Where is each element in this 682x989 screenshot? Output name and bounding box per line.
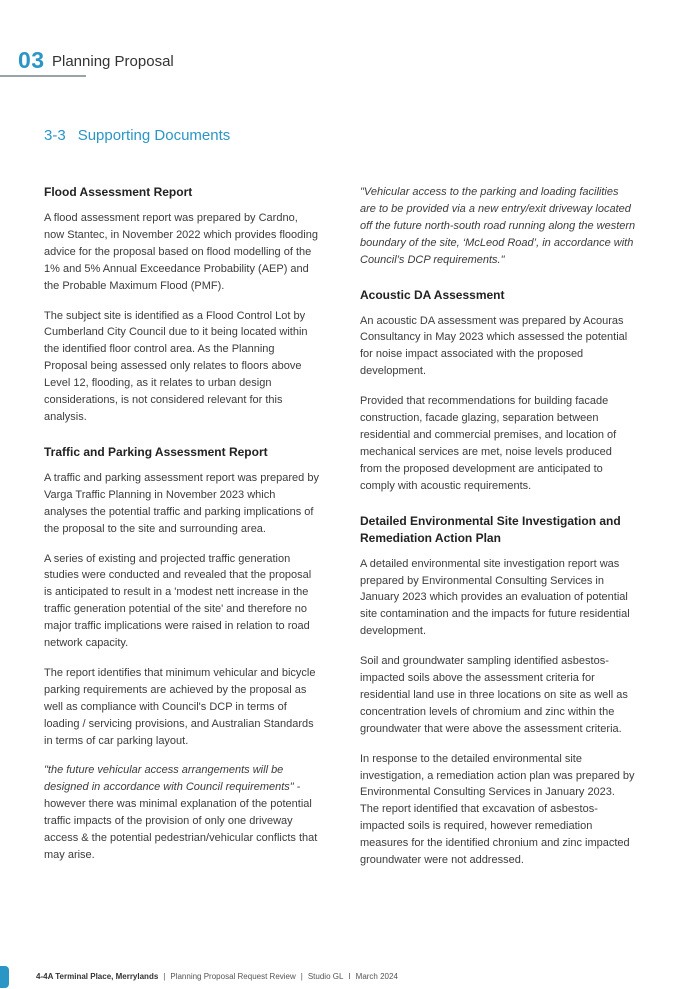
environmental-paragraph-1: A detailed environmental site investigation report was prepared by Environmental Consulting Services in January 2023 which provides an evaluation of potential site contamination and the impacts for future residential development. [360, 557, 630, 638]
footer-separator: I [348, 972, 351, 981]
traffic-heading: Traffic and Parking Assessment Report [44, 444, 268, 459]
traffic-paragraph-4-text: - however there was minimal explanation of the potential traffic impacts of the provision of only one driveway access & the potential pedestrian/vehicular conflicts that may arise. [44, 781, 318, 861]
chapter-title: Planning Proposal [52, 53, 174, 70]
section-number: 3-3 [44, 127, 66, 144]
flood-paragraph-2: The subject site is identified as a Flood Control Lot by Cumberland City Council due to it being located within the identified floor control area. As the Planning Proposal being assessed only relates to floors above Level 12, flooding, as it relates to urban design considerations, is not considered relevant for this analysis. [44, 309, 308, 423]
chapter-number: 03 [18, 47, 45, 73]
environmental-heading: Detailed Environmental Site Investigation and Remediation Action Plan [360, 513, 621, 545]
page-tab-marker [0, 966, 9, 988]
traffic-paragraph-2: A series of existing and projected traffic generation studies were conducted and revealed that the proposal is anticipated to result in a 'modest nett increase in the traffic generation potential of the site' and therefore no major traffic implications were raised in relation to road network capacity. [44, 552, 312, 650]
acoustic-paragraph-2: Provided that recommendations for building facade construction, facade glazing, separation between residential and commercial premises, and location of mechanical services are met, noise levels produced from the proposed development are anticipated to comply with acoustic requirements. [360, 395, 617, 492]
footer-place: 4-4A Terminal Place, Merrylands [36, 972, 159, 981]
acoustic-paragraph-1: An acoustic DA assessment was prepared by Acouras Consultancy in May 2023 which assessed the potential for noise impact associated with the proposed development. [360, 314, 628, 378]
environmental-paragraph-2: Soil and groundwater sampling identified asbestos-impacted soils above the assessment criteria for residential land use in three locations on site as well as concentration levels of chromium and zinc within the groundwater that were above the assessment criteria. [360, 655, 628, 735]
footer-separator: | [300, 972, 303, 981]
traffic-paragraph-1: A traffic and parking assessment report was prepared by Varga Traffic Planning in November 2023 which analyses the potential traffic and parking implications of the proposal to the site and surrounding area. [44, 471, 319, 535]
traffic-paragraph-3: The report identifies that minimum vehicular and bicycle parking requirements are achieved by the proposal as well as compliance with Council's DCP in terms of loading / servicing provisions, and Australian Standards in terms of car parking layout. [44, 666, 316, 747]
environmental-paragraph-3: In response to the detailed environmental site investigation, a remediation action plan was prepared by Environmental Consulting Services in January 2023. The report identified that excavation of asbestos-impacted soils is required, however remediation measures for the identified chronium and zinc impacted groundwater were not addressed. [360, 752, 635, 867]
right-column [360, 184, 636, 882]
footer-text [36, 972, 398, 981]
traffic-quote-2: "Vehicular access to the parking and loading facilities are to be provided via a new entry/exit driveway located off the future north-south road running along the western boundary of the site, ‘McLeod Road’, in accordance with Council’s DCP requirements." [360, 186, 636, 266]
acoustic-heading: Acoustic DA Assessment [360, 287, 505, 302]
header-divider [0, 75, 86, 77]
flood-paragraph-1: A flood assessment report was prepared by Cardno, now Stantec, in November 2022 which provides flooding advice for the proposal based on flood modelling of the 1% and 5% Annual Exceedance Probability (AEP) and the Probable Maximum Flood (PMF). [44, 212, 318, 292]
section-title [44, 127, 230, 144]
traffic-quote: "the future vehicular access arrangements will be designed in accordance with Council requirements" [44, 764, 294, 794]
footer-studio: Studio GL [307, 972, 344, 981]
footer-separator: | [163, 972, 166, 981]
page-footer [0, 966, 682, 988]
footer-date: March 2024 [355, 972, 398, 981]
traffic-paragraph-4 [44, 762, 320, 863]
footer-doc: Planning Proposal Request Review [170, 972, 296, 981]
section-title-text: Supporting Documents [77, 127, 231, 144]
flood-heading: Flood Assessment Report [44, 185, 193, 199]
left-column [44, 184, 320, 877]
